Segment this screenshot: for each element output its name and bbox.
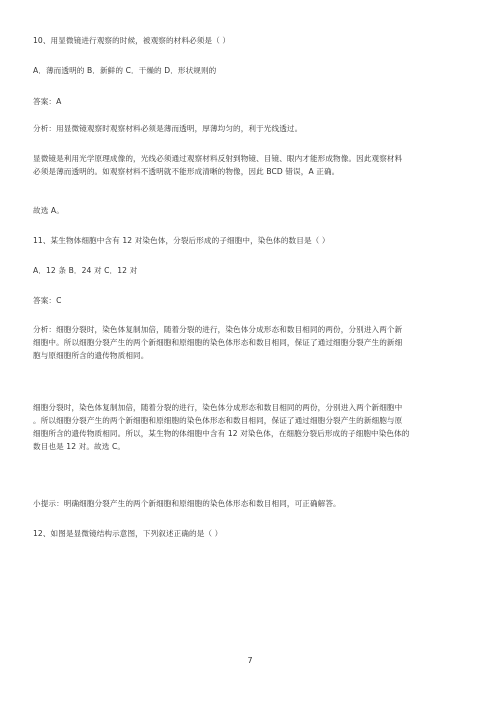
analysis-line: 细胞中。所以细胞分裂产生的两个新细胞和原细胞的染色体形态和数目相同，保证了通过细胞分裂产生的新细 [33, 338, 403, 347]
question-11-analysis [33, 323, 469, 362]
question-10-analysis: 分析：用显微镜观察时观察材料必须是薄而透明，厚薄均匀的，利于光线透过。 [33, 124, 303, 133]
explanation-line: 。所以细胞分裂产生的两个新细胞和原细胞的染色体形态和数目相同，保证了通过细胞分裂产生的新细胞与原 [33, 416, 403, 425]
question-12-text: 12、如图是显微镜结构示意图，下列叙述正确的是（ ） [33, 529, 223, 538]
explanation-line: 细胞所含的遗传物质相同。所以，某生物的体细胞中含有 12 对染色体，在细胞分裂后形成的子细胞中染色体的 [33, 429, 410, 438]
question-10-options: A．薄而透明的 B．新鲜的 C．干燥的 D．形状规则的 [33, 66, 217, 75]
question-10-answer: 答案：A [33, 97, 62, 106]
explanation-line: 显微镜是利用光学原理成像的，光线必须通过观察材料反射到物镜、目镜、眼内才能形成物像。因此观察材料 [33, 154, 403, 163]
explanation-line: 必须是薄而透明的。如观察材料不透明就不能形成清晰的物像，因此 BCD 错误，A 正确。 [33, 167, 340, 176]
question-11-options: A．12 条 B．24 对 C．12 对 [33, 266, 138, 275]
question-10-conclusion: 故选 A。 [33, 206, 64, 215]
question-11-text: 11、某生物体细胞中含有 12 对染色体，分裂后形成的子细胞中，染色体的数目是（ ） [33, 236, 330, 245]
question-11-tip: 小提示：明确细胞分裂产生的两个新细胞和原细胞的染色体形态和数目相同，可正确解答。 [33, 499, 341, 508]
question-11-answer: 答案：C [33, 296, 62, 305]
question-11-explanation [33, 401, 469, 453]
question-10-text: 10、用显微镜进行观察的时候，被观察的材料必须是（ ） [33, 36, 231, 45]
question-10-explanation [33, 152, 469, 178]
analysis-line: 胞与原细胞所含的遗传物质相同。 [33, 351, 149, 360]
explanation-line: 细胞分裂时，染色体复制加倍，随着分裂的进行，染色体分成形态和数目相同的两份，分别进入两个新细胞中 [33, 403, 403, 412]
analysis-line: 分析：细胞分裂时，染色体复制加倍，随着分裂的进行，染色体分成形态和数目相同的两份，分别进入两个新 [33, 325, 403, 334]
page-number: 7 [247, 656, 253, 665]
explanation-line: 数目也是 12 对。故选 C。 [33, 442, 126, 451]
